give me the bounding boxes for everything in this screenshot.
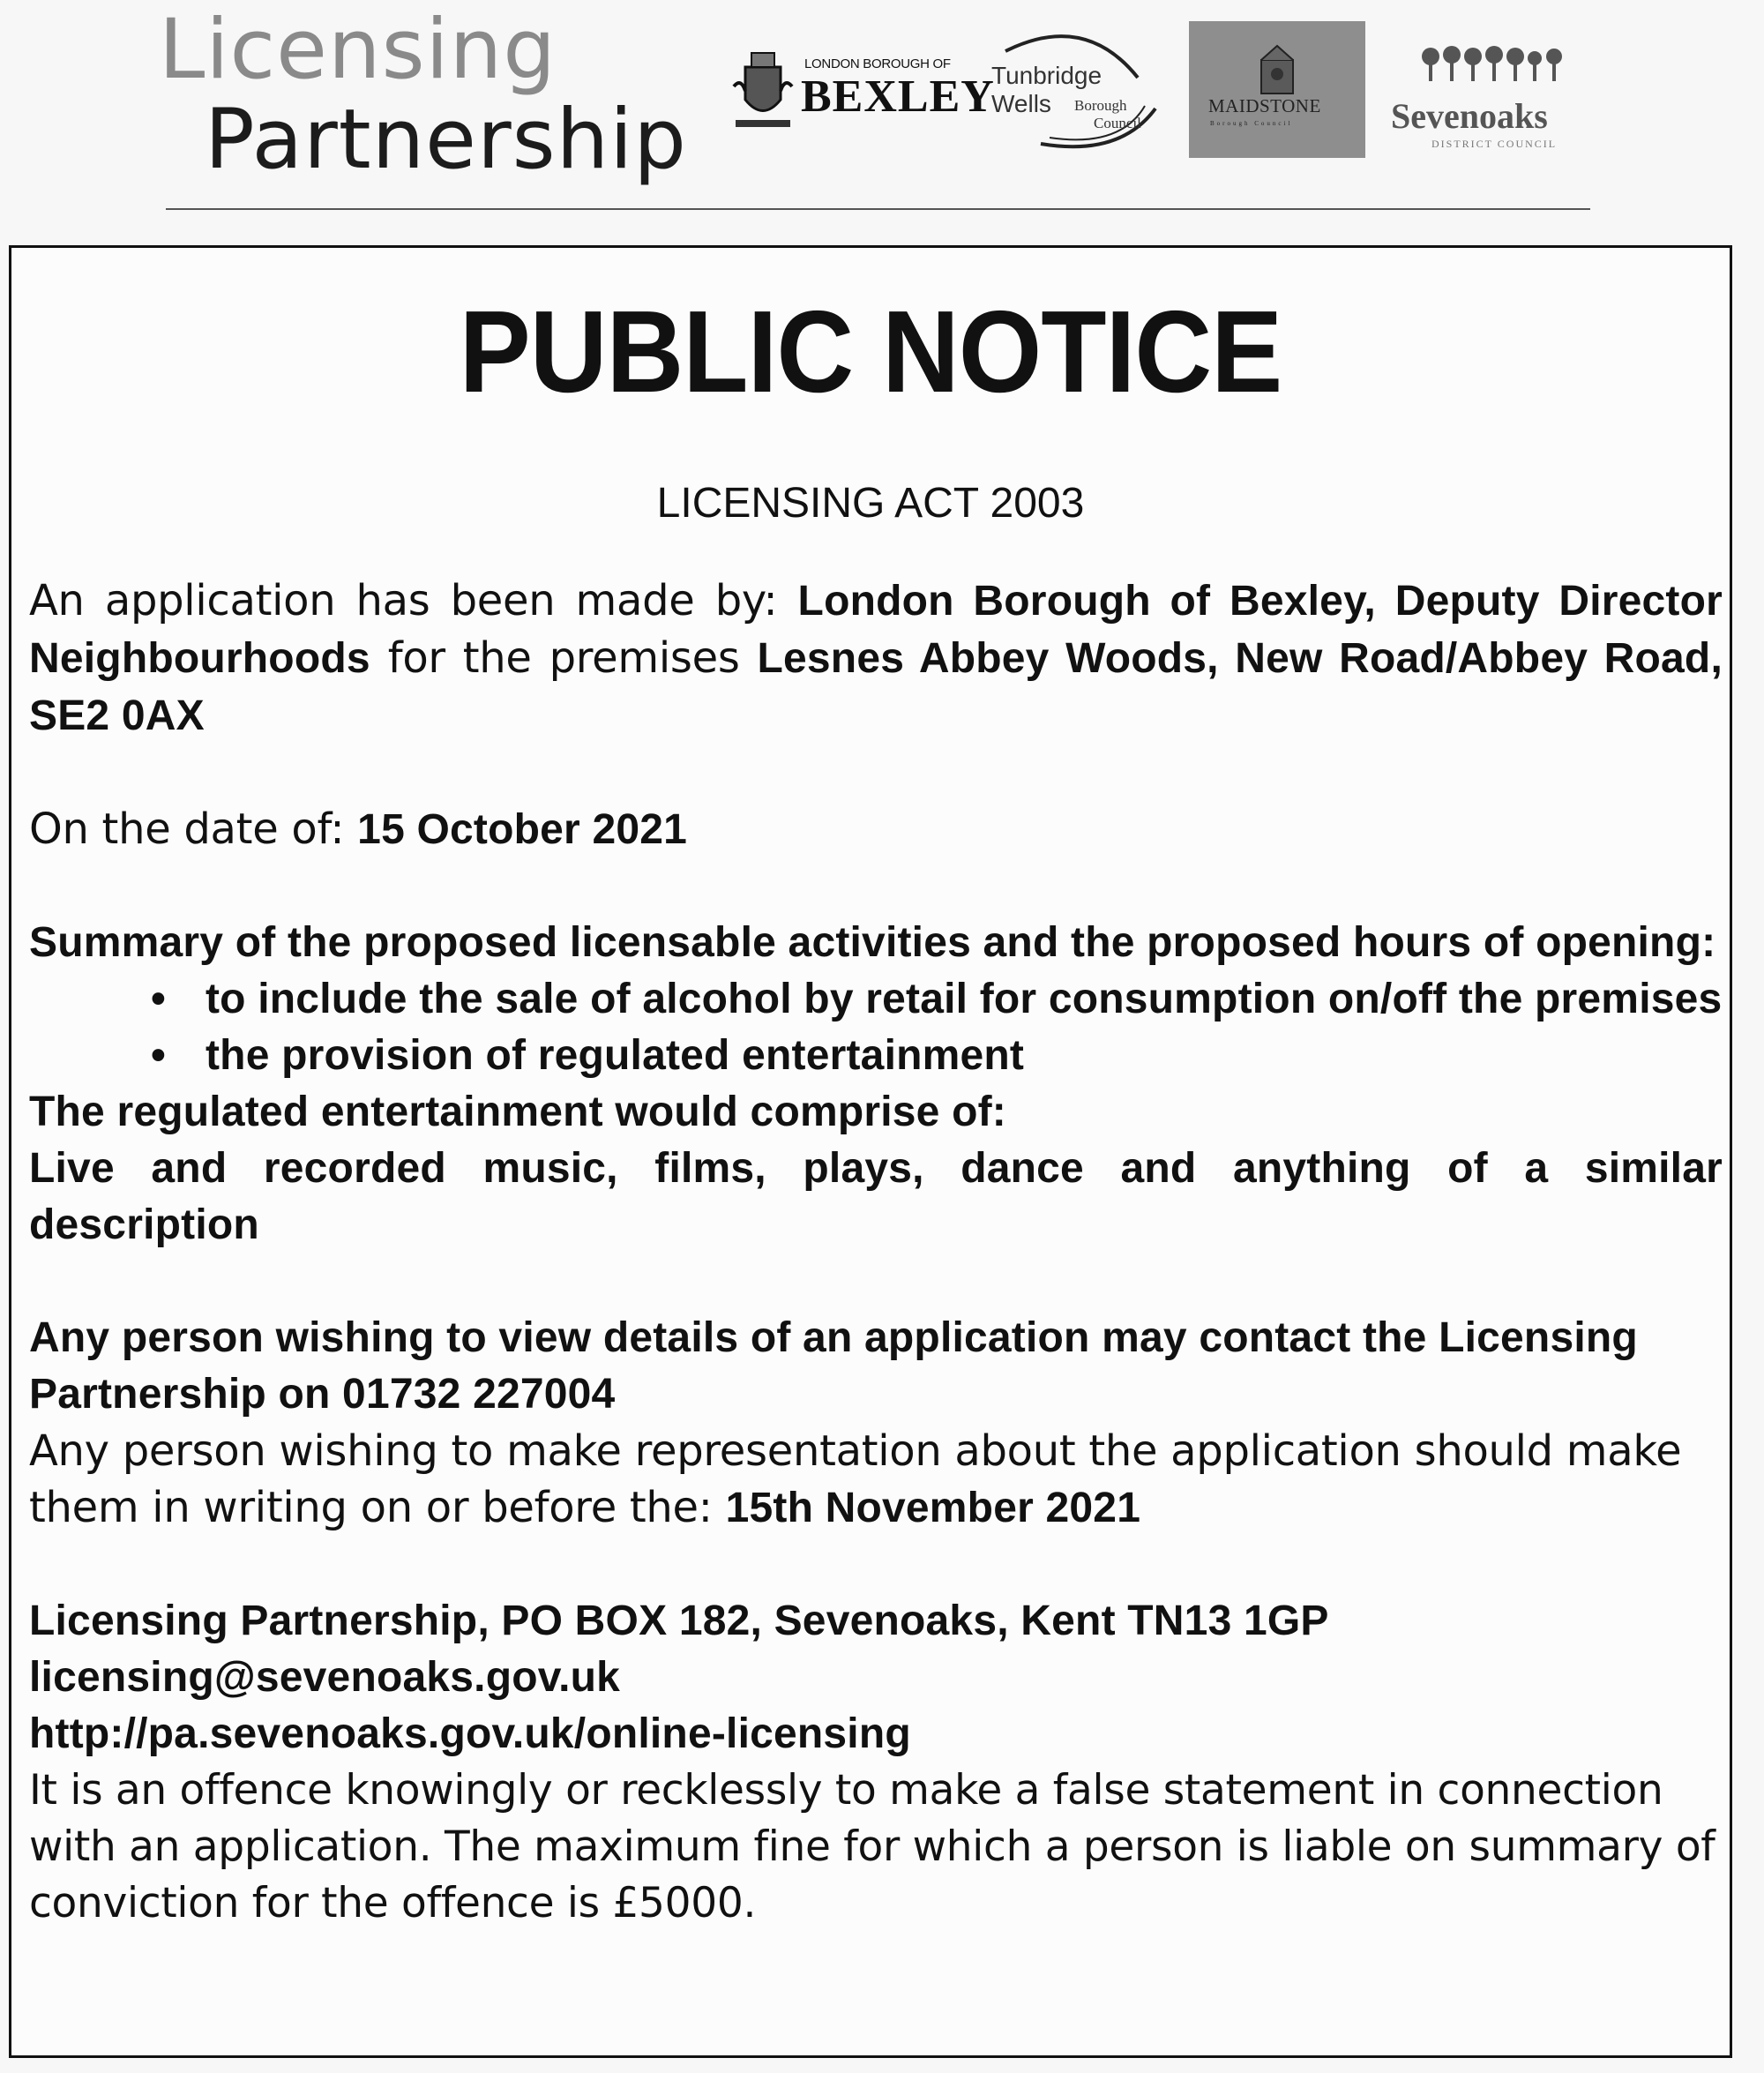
page-header — [0, 0, 1764, 216]
bexley-small-text: LONDON BOROUGH OF — [804, 56, 951, 71]
bexley-crest-icon — [732, 51, 794, 131]
notice-body — [29, 573, 1723, 1932]
date-paragraph — [29, 801, 1723, 858]
brand-line-2: Partnership — [205, 92, 687, 188]
bexley-logo — [732, 51, 995, 139]
licensing-partnership-logo — [159, 2, 687, 188]
brand-line-1: Licensing — [159, 2, 557, 98]
maidstone-text-1: MAIDSTONE — [1208, 95, 1321, 116]
applicant-name: London Borough of Bexley, Deputy Director Neighbourhoods — [29, 578, 1723, 682]
postal-address: Licensing Partnership, PO BOX 182, Sevenoaks, Kent TN13 1GP — [29, 1598, 1329, 1644]
notice-title: PUBLIC NOTICE — [459, 287, 1282, 416]
view-details-paragraph: Any person wishing to view details of an application may contact the Licensing Partnership on 01732 227004 — [29, 1314, 1638, 1418]
date-intro: On the date of: — [29, 805, 358, 854]
sevenoaks-text-1: Sevenoaks — [1391, 96, 1548, 136]
summary-heading: Summary of the proposed licensable activities and the proposed hours of opening: — [29, 919, 1716, 966]
maidstone-logo — [1189, 21, 1365, 158]
offence-warning: It is an offence knowingly or recklessly to make a false statement in connection with an application. The maximum fine for which a person is liable on summary of conviction for the offence is £5000. — [29, 1766, 1715, 1927]
premises-address: Lesnes Abbey Woods, New Road/Abbey Road, SE2 0AX — [29, 635, 1723, 739]
premises-intro: for the premises — [370, 633, 758, 683]
contact-email: licensing@sevenoaks.gov.uk — [29, 1654, 621, 1701]
licensing-url: http://pa.sevenoaks.gov.uk/online-licensing — [29, 1710, 911, 1757]
header-divider — [166, 208, 1590, 210]
application-date: 15 October 2021 — [357, 806, 688, 853]
activities-list — [29, 971, 1723, 1084]
tunbridge-text-1: Tunbridge — [991, 62, 1102, 89]
application-paragraph — [29, 573, 1723, 745]
tunbridge-wells-logo — [988, 25, 1164, 157]
entertainment-heading: The regulated entertainment would comprise of: — [29, 1089, 1006, 1135]
representation-intro: Any person wishing to make representation about the application should make them in writing on or before the: — [29, 1426, 1682, 1532]
public-notice-box — [9, 245, 1732, 2058]
bexley-big-text: BEXLEY — [801, 71, 995, 122]
sevenoaks-trees-icon — [1420, 44, 1570, 93]
tunbridge-text-4: Council — [1094, 115, 1141, 131]
representation-date: 15th November 2021 — [725, 1485, 1141, 1531]
tunbridge-text-2: Wells — [991, 90, 1051, 117]
representation-paragraph — [29, 1423, 1723, 1537]
list-item: • to include the sale of alcohol by retail for consumption on/off the premises — [206, 971, 1723, 1028]
maidstone-text-2: Borough Council — [1210, 120, 1293, 127]
applicant-intro: An application has been made by: — [29, 576, 798, 625]
sevenoaks-logo — [1389, 44, 1601, 150]
notice-subtitle: LICENSING ACT 2003 — [656, 480, 1085, 527]
list-item: • the provision of regulated entertainment — [206, 1028, 1723, 1084]
sevenoaks-text-2: DISTRICT COUNCIL — [1431, 138, 1558, 150]
maidstone-crest-icon — [1242, 44, 1312, 97]
tunbridge-text-3: Borough — [1074, 97, 1127, 114]
entertainment-detail: Live and recorded music, films, plays, dance and anything of a similar description — [29, 1145, 1723, 1248]
